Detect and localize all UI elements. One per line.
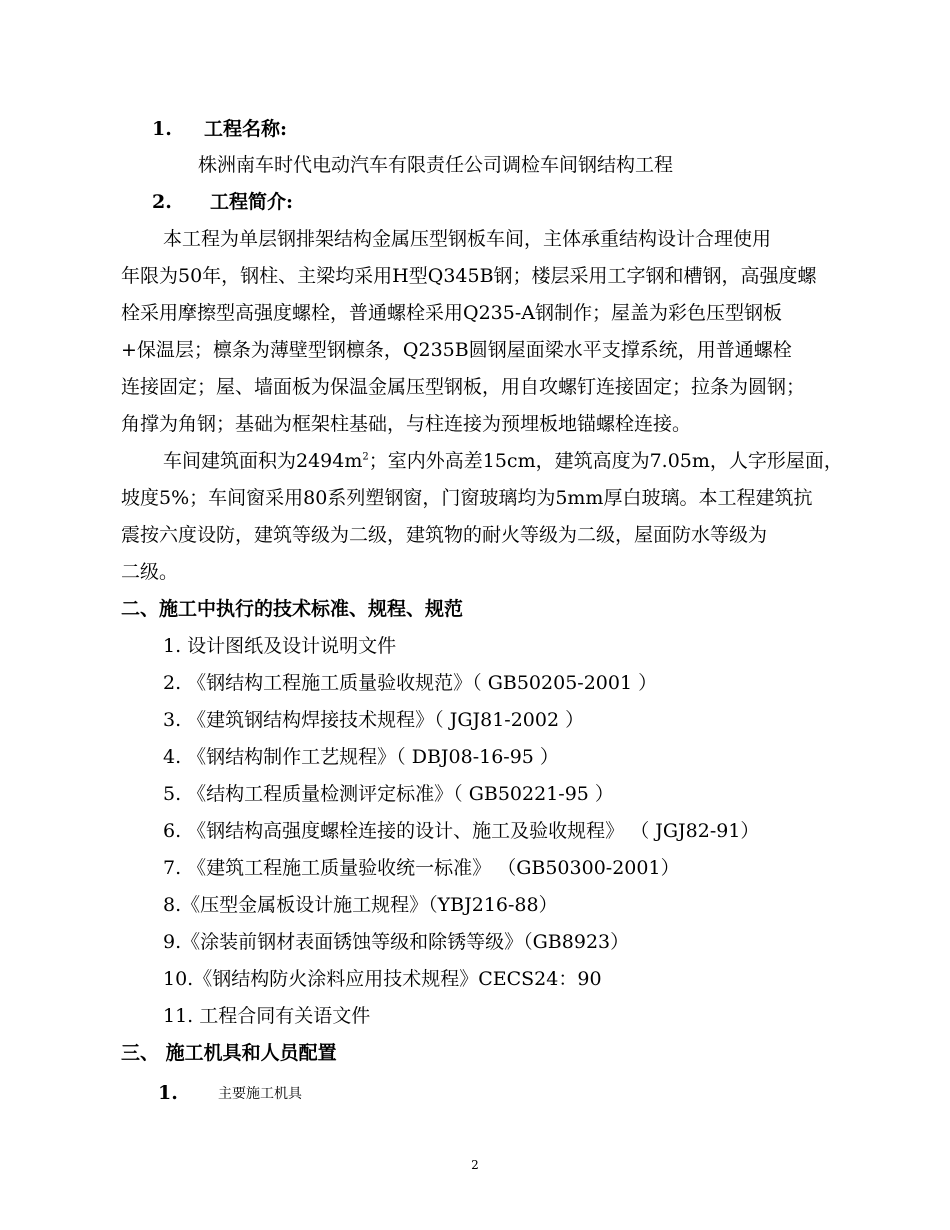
- intro-line-4: +保温层；檩条为薄壁型钢檩条，Q235B圆钢屋面梁水平支撑系统，用普通螺栓: [121, 339, 792, 361]
- section-2-number: 2.: [152, 191, 172, 213]
- subsection-1-number: 1.: [158, 1082, 178, 1104]
- area-line-pre: 车间建筑面积为2494m: [163, 450, 363, 472]
- area-line-post: ；室内外高差15cm，建筑高度为7.05m，人字形屋面，: [368, 450, 843, 472]
- page-number: 2: [471, 1158, 479, 1172]
- standard-item: 6. 《钢结构高强度螺栓连接的设计、施工及验收规程》 （ JGJ82-91）: [163, 820, 760, 842]
- subsection-1-label: 主要施工机具: [218, 1086, 302, 1102]
- standard-item: 4. 《钢结构制作工艺规程》（ DBJ08-16-95 ）: [163, 746, 559, 768]
- standard-item: 5. 《结构工程质量检测评定标准》（ GB50221-95 ）: [163, 783, 614, 805]
- standard-item: 11. 工程合同有关语文件: [163, 1005, 371, 1027]
- para2-line-3: 二级。: [121, 561, 179, 583]
- para2-line-2: 震按六度设防，建筑等级为二级，建筑物的耐火等级为二级，屋面防水等级为: [121, 524, 768, 546]
- standard-item: 10.《钢结构防火涂料应用技术规程》CECS24：90: [163, 968, 602, 990]
- intro-line-5: 连接固定；屋、墙面板为保温金属压型钢板，用自攻螺钉连接固定；拉条为圆钢；: [121, 376, 806, 398]
- area-line: [163, 448, 843, 474]
- section-2-title: 工程简介:: [210, 191, 294, 213]
- standard-item: 9.《涂装前钢材表面锈蚀等级和除锈等级》（GB8923）: [163, 931, 630, 953]
- section-standards-title: 二、施工中执行的技术标准、规程、规范: [121, 598, 464, 620]
- para2-line-1: 坡度5%；车间窗采用80系列塑钢窗，门窗玻璃均为5mm厚白玻璃。本工程建筑抗: [121, 487, 813, 509]
- section-equipment-title: 三、 施工机具和人员配置: [121, 1042, 337, 1064]
- standard-item: 3. 《建筑钢结构焊接技术规程》（ JGJ81-2002 ）: [163, 709, 585, 731]
- standard-item: 8.《压型金属板设计施工规程》（YBJ216-88）: [163, 894, 558, 916]
- standard-item: 1. 设计图纸及设计说明文件: [163, 635, 397, 657]
- intro-line-2: 年限为50年，钢柱、主梁均采用H型Q345B钢；楼层采用工字钢和槽钢，高强度螺: [121, 265, 817, 287]
- intro-line-3: 栓采用摩擦型高强度螺栓，普通螺栓采用Q235-A钢制作；屋盖为彩色压型钢板: [121, 302, 782, 324]
- section-1-number: 1.: [152, 118, 172, 140]
- section-1-title: 工程名称:: [204, 118, 288, 140]
- intro-line-6: 角撑为角钢；基础为框架柱基础，与柱连接为预埋板地锚螺栓连接。: [121, 413, 692, 435]
- standard-item: 2. 《钢结构工程施工质量验收规范》（ GB50205-2001 ）: [163, 672, 658, 694]
- area-unit-superscript: 2: [362, 451, 369, 463]
- project-name: 株洲南车时代电动汽车有限责任公司调检车间钢结构工程: [198, 154, 674, 176]
- standard-item: 7. 《建筑工程施工质量验收统一标准》 （GB50300-2001）: [163, 857, 680, 879]
- intro-line-1: 本工程为单层钢排架结构金属压型钢板车间，主体承重结构设计合理使用: [163, 228, 772, 250]
